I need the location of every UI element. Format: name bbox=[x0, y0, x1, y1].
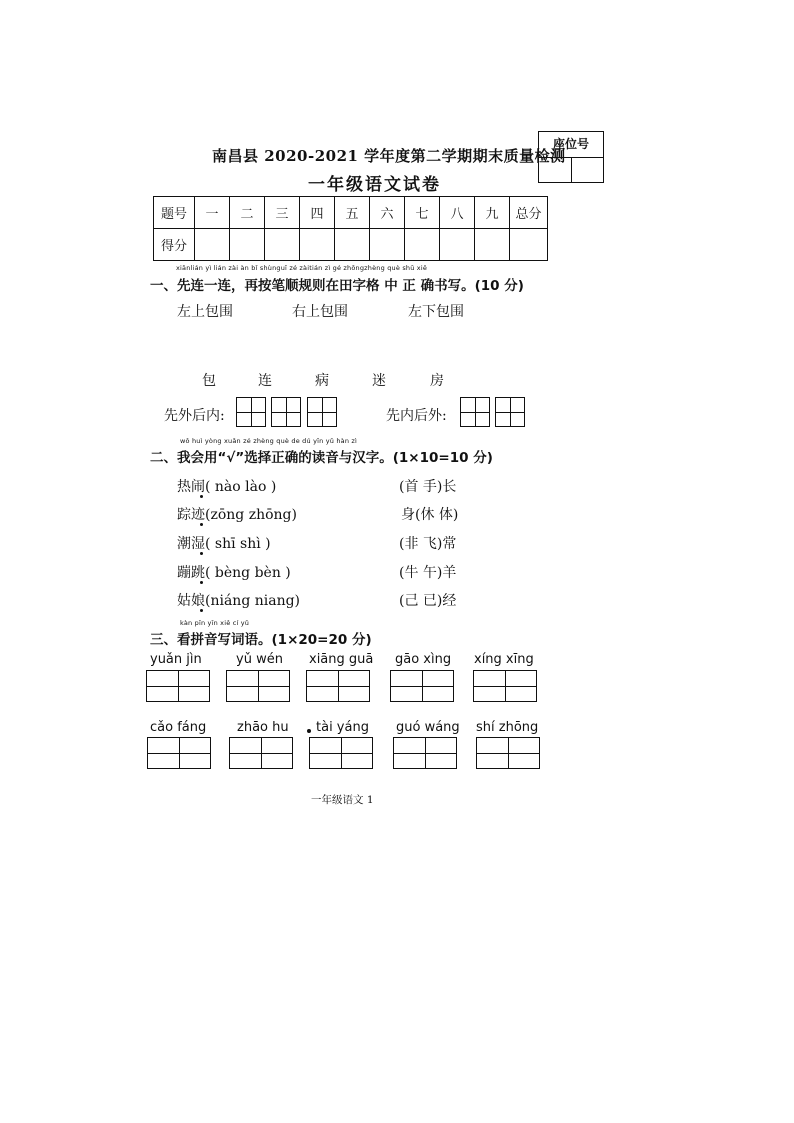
score-table-header-cell: 八 bbox=[440, 197, 475, 229]
score-table-header-cell: 六 bbox=[370, 197, 405, 229]
section3-pinyin: kàn pīn yīn xiě cí yǔ bbox=[180, 619, 250, 627]
score-table-header-cell: 二 bbox=[230, 197, 265, 229]
pinyin-word: zhāo hu bbox=[237, 720, 289, 735]
exam-subtitle: 一年级语文试卷 bbox=[308, 175, 441, 195]
seat-number-label: 座位号 bbox=[539, 132, 603, 158]
score-row-label: 得分 bbox=[154, 229, 195, 261]
score-table bbox=[153, 196, 548, 261]
section1-pinyin: xiānlián yì lián zài àn bǐ shùnguī zé zàitián zì gé zhōngzhèng què shū xiě bbox=[176, 264, 428, 272]
score-table-header-cell: 一 bbox=[195, 197, 230, 229]
pinyin-choice-item[interactable]: 热闹( nào lào ) bbox=[177, 479, 277, 495]
pinyin-choice-item[interactable]: 姑娘(niáng niang) bbox=[177, 593, 301, 609]
score-table-score-row bbox=[154, 229, 548, 261]
word-writing-grid[interactable] bbox=[147, 737, 211, 769]
character-choice-item[interactable]: (非 飞)常 bbox=[399, 536, 457, 552]
writing-grid-box[interactable] bbox=[495, 397, 525, 427]
writing-grid-box[interactable] bbox=[307, 397, 337, 427]
section2-title: 二、我会用“√”选择正确的读音与汉字。(1×10=10 分) bbox=[150, 450, 493, 466]
writing-grid-box[interactable] bbox=[460, 397, 490, 427]
char-bing: 病 bbox=[315, 373, 329, 389]
seat-number-cell-2[interactable] bbox=[572, 158, 604, 182]
word-writing-grid[interactable] bbox=[393, 737, 457, 769]
pinyin-word: yuǎn jìn bbox=[150, 652, 202, 667]
section3-title: 三、看拼音写词语。(1×20=20 分) bbox=[150, 632, 372, 648]
emphasis-dot bbox=[200, 523, 203, 526]
char-fang: 房 bbox=[430, 373, 444, 389]
score-table-header-cell: 题号 bbox=[154, 197, 195, 229]
word-writing-grid[interactable] bbox=[306, 670, 370, 702]
score-cell[interactable] bbox=[510, 229, 548, 261]
score-cell[interactable] bbox=[335, 229, 370, 261]
structure-left-bottom: 左下包围 bbox=[408, 304, 464, 320]
char-bao: 包 bbox=[202, 373, 216, 389]
char-lian: 连 bbox=[258, 373, 272, 389]
emphasis-dot bbox=[200, 552, 203, 555]
pinyin-word: shí zhōng bbox=[476, 720, 539, 735]
score-cell[interactable] bbox=[265, 229, 300, 261]
section2-pinyin: wǒ huì yòng xuǎn zé zhèng què de dú yīn yǔ hàn zì bbox=[180, 437, 358, 445]
seat-number-box bbox=[538, 131, 604, 183]
pinyin-word: xiāng guā bbox=[309, 652, 374, 667]
pinyin-word: tài yáng bbox=[316, 720, 369, 735]
pinyin-word: gāo xìng bbox=[395, 652, 452, 667]
score-table-header-cell: 七 bbox=[405, 197, 440, 229]
word-writing-grid[interactable] bbox=[229, 737, 293, 769]
word-writing-grid[interactable] bbox=[390, 670, 454, 702]
score-table-header-row bbox=[154, 197, 548, 229]
rule-inside-outside-label: 先内后外: bbox=[386, 408, 447, 424]
pinyin-word: cǎo fáng bbox=[150, 720, 207, 735]
emphasis-dot bbox=[200, 609, 203, 612]
word-writing-grid[interactable] bbox=[226, 670, 290, 702]
score-table-header-cell: 九 bbox=[475, 197, 510, 229]
pinyin-word: guó wáng bbox=[396, 720, 460, 735]
pinyin-word: xíng xīng bbox=[474, 652, 534, 667]
pinyin-word: yǔ wén bbox=[236, 652, 283, 667]
seat-number-cell-1[interactable] bbox=[539, 158, 572, 182]
word-writing-grid[interactable] bbox=[309, 737, 373, 769]
score-cell[interactable] bbox=[405, 229, 440, 261]
score-table-header-cell: 五 bbox=[335, 197, 370, 229]
score-cell[interactable] bbox=[475, 229, 510, 261]
section1-title: 一、先连一连，再按笔顺规则在田字格 中 正 确书写。(10 分) bbox=[150, 278, 524, 294]
page-footer: 一年级语文 1 bbox=[311, 794, 374, 806]
score-cell[interactable] bbox=[370, 229, 405, 261]
bullet-dot bbox=[307, 729, 311, 733]
score-cell[interactable] bbox=[300, 229, 335, 261]
emphasis-dot bbox=[200, 495, 203, 498]
score-table-header-cell: 四 bbox=[300, 197, 335, 229]
rule-outside-inside-label: 先外后内: bbox=[164, 408, 225, 424]
character-choice-item[interactable]: 身(休 体) bbox=[401, 507, 459, 523]
char-mi: 迷 bbox=[372, 373, 386, 389]
pinyin-choice-item[interactable]: 潮湿( shī shì ) bbox=[177, 536, 271, 552]
score-cell[interactable] bbox=[230, 229, 265, 261]
score-cell[interactable] bbox=[195, 229, 230, 261]
word-writing-grid[interactable] bbox=[146, 670, 210, 702]
exam-title: 南昌县 2020-2021 学年度第二学期期末质量检测 bbox=[212, 147, 566, 165]
character-choice-item[interactable]: (牛 午)羊 bbox=[399, 565, 457, 581]
structure-right-top: 右上包围 bbox=[292, 304, 348, 320]
word-writing-grid[interactable] bbox=[476, 737, 540, 769]
pinyin-choice-item[interactable]: 蹦跳( bèng bèn ) bbox=[177, 565, 291, 581]
writing-grid-box[interactable] bbox=[236, 397, 266, 427]
emphasis-dot bbox=[200, 581, 203, 584]
score-table-header-cell: 三 bbox=[265, 197, 300, 229]
writing-grid-box[interactable] bbox=[271, 397, 301, 427]
score-table-header-cell: 总分 bbox=[510, 197, 548, 229]
character-choice-item[interactable]: (首 手)长 bbox=[399, 479, 457, 495]
structure-left-top: 左上包围 bbox=[177, 304, 233, 320]
character-choice-item[interactable]: (己 已)经 bbox=[399, 593, 457, 609]
score-cell[interactable] bbox=[440, 229, 475, 261]
pinyin-choice-item[interactable]: 踪迹(zōng zhōng) bbox=[177, 507, 297, 523]
word-writing-grid[interactable] bbox=[473, 670, 537, 702]
